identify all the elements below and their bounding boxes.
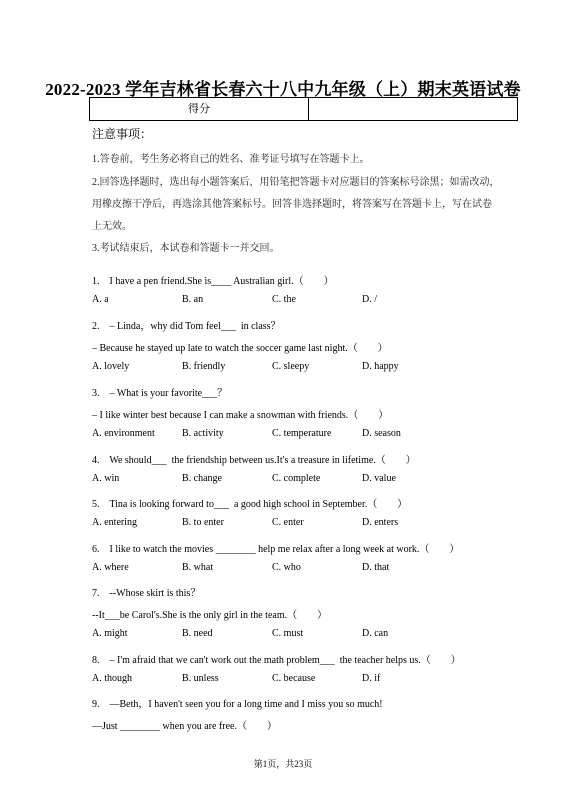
- option-a: A. a: [92, 294, 109, 305]
- question-stem: 7. --Whose skirt is this？: [92, 588, 201, 599]
- option-b: B. activity: [182, 428, 224, 439]
- option-d: D. enters: [362, 517, 399, 528]
- option-c: C. who: [272, 562, 301, 573]
- option-d: D. happy: [362, 361, 399, 372]
- page-title: 2022-2023 学年吉林省长春六十八中九年级（上）期末英语试卷: [45, 80, 521, 99]
- option-c: C. sleepy: [272, 361, 310, 372]
- score-label: 得分: [90, 98, 309, 120]
- note-line: 上无效。: [92, 221, 132, 232]
- option-a: A. might: [92, 628, 128, 639]
- option-d: D. season: [362, 428, 401, 439]
- option-a: A. win: [92, 473, 120, 484]
- option-c: C. enter: [272, 517, 304, 528]
- option-d: D. can: [362, 628, 389, 639]
- option-c: C. the: [272, 294, 296, 305]
- option-a: A. environment: [92, 428, 155, 439]
- option-b: B. change: [182, 473, 222, 484]
- option-c: C. must: [272, 628, 304, 639]
- option-d: D. if: [362, 673, 381, 684]
- option-b: B. friendly: [182, 361, 226, 372]
- option-c: C. temperature: [272, 428, 332, 439]
- option-a: A. entering: [92, 517, 137, 528]
- question-stem: 2. – Linda，why did Tom feel___ in class？: [92, 321, 281, 332]
- question-stem: 4. We should___ the friendship between us.It's a treasure in lifetime.（ ）: [92, 455, 416, 466]
- option-b: B. unless: [182, 673, 219, 684]
- question-dialog: – I like winter best because I can make a snowman with friends.（ ）: [92, 410, 389, 421]
- option-b: B. need: [182, 628, 213, 639]
- page-footer: 第1页，共23页: [253, 759, 313, 769]
- score-table: [89, 97, 518, 121]
- question-stem: 5. Tina is looking forward to___ a good high school in September.（ ）: [92, 499, 408, 510]
- option-a: A. where: [92, 562, 129, 573]
- option-b: B. an: [182, 294, 204, 305]
- option-b: B. what: [182, 562, 214, 573]
- note-line: 3.考试结束后，本试卷和答题卡一并交回。: [92, 243, 280, 254]
- option-d: D. value: [362, 473, 396, 484]
- question-stem: 6. I like to watch the movies ________ help me relax after a long week at work.（ ）: [92, 544, 460, 555]
- note-line: 2.回答选择题时，选出每小题答案后，用铅笔把答题卡对应题目的答案标号涂黑；如需改动，: [92, 177, 500, 188]
- question-dialog: —Just ________ when you are free.（ ）: [92, 721, 277, 732]
- option-a: A. though: [92, 673, 132, 684]
- question-stem: 8. – I'm afraid that we can't work out the math problem___ the teacher helps us.（ ）: [92, 655, 461, 666]
- option-b: B. to enter: [182, 517, 224, 528]
- option-d: D. /: [362, 294, 377, 305]
- option-a: A. lovely: [92, 361, 130, 372]
- note-line: 用橡皮擦干净后，再选涂其他答案标号。回答非选择题时，将答案写在答题卡上，写在试卷: [92, 199, 492, 210]
- notes-title: 注意事项：: [92, 127, 153, 141]
- option-c: C. complete: [272, 473, 321, 484]
- question-stem: 3. – What is your favorite___？: [92, 388, 228, 399]
- note-line: 1.答卷前，考生务必将自己的姓名、准考证号填写在答题卡上。: [92, 154, 370, 165]
- question-stem: 9. —Beth，I haven't seen you for a long time and I miss you so much!: [92, 699, 383, 710]
- question-stem: 1. I have a pen friend.She is____ Australian girl.（ ）: [92, 276, 334, 287]
- question-dialog: --It___be Carol's.She is the only girl in the team.（ ）: [92, 610, 328, 621]
- question-dialog: – Because he stayed up late to watch the soccer game last night.（ ）: [92, 343, 388, 354]
- option-d: D. that: [362, 562, 390, 573]
- option-c: C. because: [272, 673, 316, 684]
